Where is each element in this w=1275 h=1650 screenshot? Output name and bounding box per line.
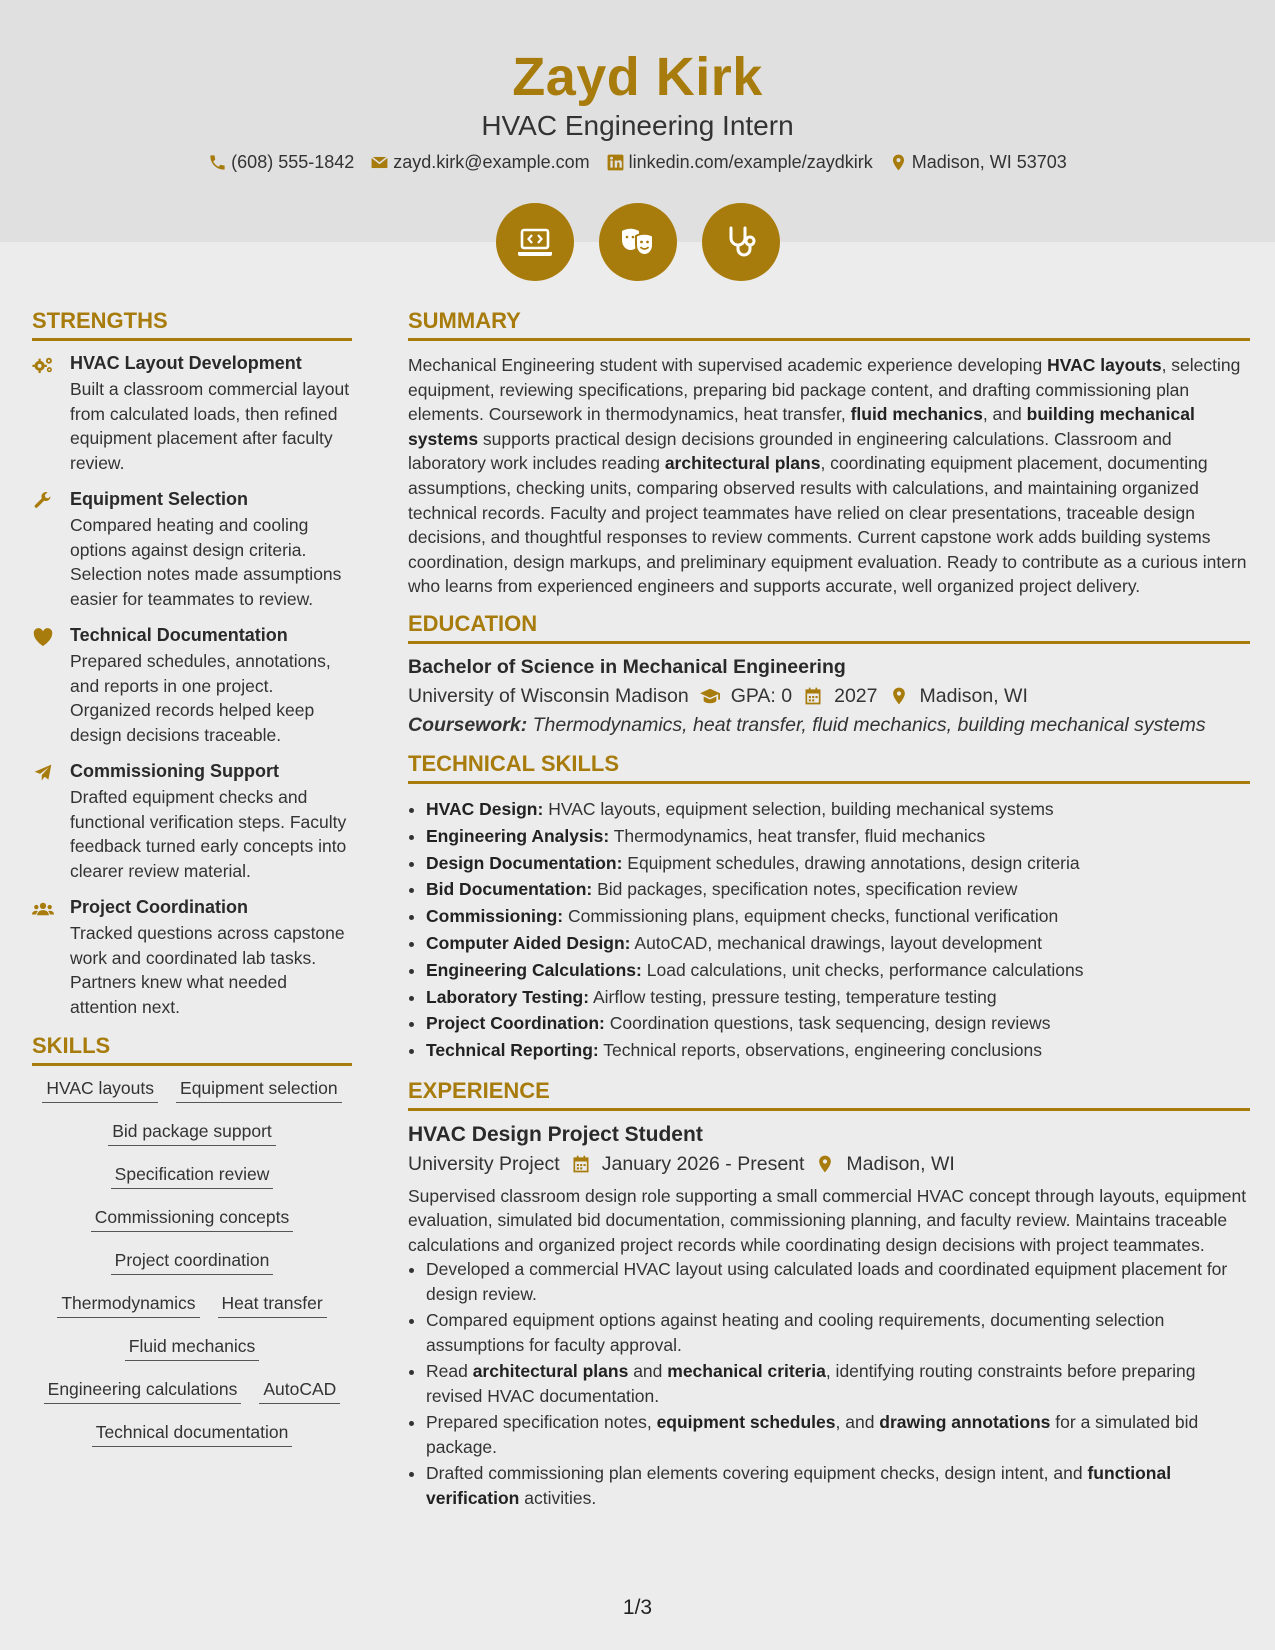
skill-value: AutoCAD, mechanical drawings, layout development (634, 932, 1042, 953)
job-location: Madison, WI (846, 1152, 955, 1175)
map-pin-icon (814, 1154, 836, 1174)
strength-title: Equipment Selection (70, 489, 249, 509)
experience-bullet (426, 1410, 1250, 1459)
map-pin-icon (889, 153, 908, 172)
education-heading: EDUCATION (408, 611, 1250, 644)
skill-label: Bid Documentation: (426, 879, 593, 900)
job-details (408, 1153, 1250, 1176)
skill-chip: HVAC layouts (42, 1078, 158, 1103)
education-details (408, 685, 1250, 708)
skill-value: Thermodynamics, heat transfer, fluid mechanics (613, 825, 986, 846)
paper-plane-icon (32, 761, 56, 883)
skill-chip: Specification review (111, 1164, 274, 1189)
bold-text: equipment schedules (656, 1412, 836, 1433)
stethoscope-icon (702, 203, 780, 281)
candidate-name: Zayd Kirk (512, 47, 763, 107)
skill-row (32, 1078, 352, 1103)
summary-text (408, 353, 1250, 599)
experience-bullet (426, 1257, 1250, 1306)
school-location: Madison, WI (919, 684, 1028, 707)
technical-skill-item (426, 903, 1250, 930)
location-text: Madison, WI 53703 (911, 152, 1067, 172)
envelope-icon (370, 153, 389, 172)
skill-value: HVAC layouts, equipment selection, building mechanical systems (548, 798, 1054, 819)
coursework-label: Coursework: (408, 713, 528, 736)
skill-row (32, 1164, 352, 1189)
strength-item (32, 897, 352, 1019)
gpa: GPA: 0 (730, 684, 793, 707)
strength-text: Compared heating and cooling options against design criteria. Selection notes made assumptions easier for teammates to review. (70, 515, 342, 609)
skill-row (32, 1422, 352, 1447)
technical-skill-item (426, 850, 1250, 877)
skill-row (32, 1250, 352, 1275)
users-icon (32, 897, 56, 1019)
skill-chip: Technical documentation (92, 1422, 293, 1447)
skill-label: HVAC Design: (426, 798, 544, 819)
experience-heading: EXPERIENCE (408, 1078, 1250, 1111)
school: University of Wisconsin Madison (408, 684, 689, 707)
contact-email[interactable] (370, 152, 589, 173)
bold-text: building mechanical systems (408, 404, 1195, 449)
bold-text: architectural plans (472, 1361, 629, 1382)
strength-text: Prepared schedules, annotations, and reports in one project. Organized records helped keep design decisions traceable. (70, 651, 331, 745)
laptop-code-icon (496, 203, 574, 281)
technical-skill-item (426, 1037, 1250, 1064)
skill-chip: Commissioning concepts (91, 1207, 294, 1232)
skill-value: Commissioning plans, equipment checks, functional verification (567, 906, 1059, 927)
skill-label: Engineering Calculations: (426, 959, 642, 980)
technical-skills-heading: TECHNICAL SKILLS (408, 751, 1250, 784)
skill-chip: Fluid mechanics (125, 1336, 259, 1361)
technical-skill-item (426, 876, 1250, 903)
text-segment: Compared equipment options against heating and cooling requirements, documenting selection assumptions for faculty approval. (426, 1310, 1165, 1355)
text-segment: , coordinating equipment placement, documenting assumptions, checking units, comparing observed results with calculations, and maintaining organized technical records. Faculty and project teammates have relied on clear presentations, traceable design decisions, and thoughtful responses to review comments. Current capstone work adds building systems coordination, design markups, and preliminary equipment evaluation. Ready to contribute as a curious intern who learns from experienced engineers and supports accurate, well organized project delivery. (408, 453, 1247, 597)
skill-chip: Heat transfer (218, 1293, 327, 1318)
degree: Bachelor of Science in Mechanical Engineering (408, 655, 846, 678)
gears-icon (32, 353, 56, 475)
text-segment: , and (982, 404, 1027, 425)
heart-icon (32, 625, 56, 747)
technical-skill-item (426, 1010, 1250, 1037)
text-segment: for a simulated bid package. (426, 1412, 1199, 1457)
linkedin-text: linkedin.com/example/zaydkirk (628, 152, 873, 172)
graduation-year: 2027 (834, 684, 878, 707)
skill-label: Engineering Analysis: (426, 825, 610, 846)
experience-bullet (426, 1308, 1250, 1357)
text-segment: supports practical design decisions grounded in engineering calculations. Classroom and laboratory work includes reading (408, 428, 1172, 474)
technical-skill-item (426, 984, 1250, 1011)
strength-body (70, 897, 352, 1019)
wrench-icon (32, 489, 56, 611)
contact-phone[interactable] (208, 152, 354, 173)
coursework (408, 714, 1250, 737)
technical-skills-list (408, 796, 1250, 1064)
graduation-cap-icon (699, 686, 721, 706)
right-column (408, 308, 1250, 1512)
job-dates: January 2026 - Present (601, 1152, 805, 1175)
technical-skill-item (426, 957, 1250, 984)
technical-skill-item (426, 796, 1250, 823)
text-segment: Mechanical Engineering student with supervised academic experience developing (408, 355, 1048, 375)
page-number: 1/3 (622, 1596, 653, 1619)
theater-masks-icon (599, 203, 677, 281)
skill-value: Technical reports, observations, engineering conclusions (603, 1040, 1043, 1061)
bold-text: HVAC layouts (1047, 355, 1162, 375)
skill-label: Design Documentation: (426, 852, 623, 873)
strength-body (70, 353, 352, 475)
bold-text: functional verification (426, 1463, 1172, 1508)
strength-title: HVAC Layout Development (70, 353, 302, 373)
bold-text: fluid mechanics (850, 404, 983, 425)
experience-bullet (426, 1359, 1250, 1408)
text-segment: , and (835, 1412, 880, 1433)
job-org: University Project (408, 1152, 560, 1175)
skill-value: Equipment schedules, drawing annotations, design criteria (627, 852, 1080, 873)
calendar-icon (570, 1154, 592, 1174)
map-pin-icon (888, 686, 910, 706)
strength-body (70, 625, 352, 747)
strength-title: Commissioning Support (70, 761, 279, 781)
skill-chip: Equipment selection (176, 1078, 342, 1103)
skill-label: Computer Aided Design: (426, 932, 631, 953)
job-description: Supervised classroom design role supporting a small commercial HVAC concept through layouts, equipment evaluation, simulated bid documentation, commissioning planning, and faculty review. Maintains traceable calculations and organized project records while coordinating design decisions with project teammates. (408, 1185, 1247, 1255)
technical-skill-item (426, 930, 1250, 957)
email-text: zayd.kirk@example.com (393, 152, 590, 172)
skills-heading: SKILLS (32, 1033, 352, 1066)
skill-value: Load calculations, unit checks, performance calculations (646, 959, 1084, 980)
skill-chip: Engineering calculations (44, 1379, 242, 1404)
skill-row (32, 1121, 352, 1146)
strengths-list (32, 353, 352, 1019)
calendar-icon (802, 686, 824, 706)
text-segment: Read (426, 1361, 473, 1382)
skill-label: Project Coordination: (426, 1013, 605, 1034)
strength-item (32, 761, 352, 883)
skill-row (32, 1207, 352, 1232)
strength-item (32, 353, 352, 475)
skill-label: Laboratory Testing: (426, 986, 590, 1007)
bold-text: architectural plans (664, 453, 821, 474)
contact-linkedin[interactable] (606, 152, 873, 173)
left-column (32, 308, 352, 1465)
skill-value: Coordination questions, task sequencing, design reviews (609, 1013, 1051, 1034)
skill-chip: Bid package support (108, 1121, 276, 1146)
strength-body (70, 489, 352, 611)
strengths-heading: STRENGTHS (32, 308, 352, 341)
coursework-text: Thermodynamics, heat transfer, fluid mechanics, building mechanical systems (532, 713, 1206, 736)
job-title: HVAC Design Project Student (408, 1122, 703, 1146)
skill-row (32, 1336, 352, 1361)
strength-item (32, 489, 352, 611)
skill-value: Airflow testing, pressure testing, temperature testing (592, 986, 997, 1007)
skill-label: Commissioning: (426, 906, 564, 927)
text-segment: Prepared specification notes, (426, 1412, 657, 1433)
text-segment: activities. (519, 1487, 597, 1508)
strength-text: Drafted equipment checks and functional verification steps. Faculty feedback turned early concepts into clearer review material. (70, 787, 347, 881)
skill-value: Bid packages, specification notes, specification review (597, 879, 1018, 900)
text-segment: Developed a commercial HVAC layout using calculated loads and coordinated equipment placement for design review. (426, 1259, 1228, 1304)
candidate-role: HVAC Engineering Intern (481, 110, 794, 141)
text-segment: Drafted commissioning plan elements covering equipment checks, design intent, and (426, 1463, 1088, 1484)
icon-circles (0, 203, 1275, 281)
text-segment: , selecting equipment, reviewing specifications, preparing bid package content, and drafting commissioning plan elements. Coursework in thermodynamics, heat transfer, (408, 355, 1241, 425)
technical-skill-item (426, 823, 1250, 850)
skills-list (32, 1078, 352, 1447)
skill-row (32, 1379, 352, 1404)
bold-text: mechanical criteria (667, 1361, 826, 1382)
strength-body (70, 761, 352, 883)
skill-chip: AutoCAD (259, 1379, 340, 1404)
summary-heading: SUMMARY (408, 308, 1250, 341)
experience-bullets (408, 1257, 1250, 1510)
skill-row (32, 1293, 352, 1318)
skill-chip: Project coordination (111, 1250, 274, 1275)
linkedin-icon (606, 153, 625, 172)
phone-text: (608) 555-1842 (231, 152, 355, 172)
contact-bar (0, 152, 1275, 173)
strength-text: Built a classroom commercial layout from calculated loads, then refined equipment placement after faculty review. (70, 379, 350, 473)
skill-chip: Thermodynamics (57, 1293, 199, 1318)
strength-item (32, 625, 352, 747)
strength-text: Tracked questions across capstone work and coordinated lab tasks. Partners knew what needed attention next. (70, 923, 345, 1017)
skill-label: Technical Reporting: (426, 1040, 599, 1061)
text-segment: and (628, 1361, 668, 1382)
strength-title: Technical Documentation (70, 625, 288, 645)
text-segment: , identifying routing constraints before preparing revised HVAC documentation. (426, 1361, 1196, 1406)
contact-location (889, 152, 1067, 173)
experience-bullet (426, 1461, 1250, 1510)
bold-text: drawing annotations (879, 1412, 1051, 1433)
phone-icon (208, 153, 227, 172)
strength-title: Project Coordination (70, 897, 249, 917)
